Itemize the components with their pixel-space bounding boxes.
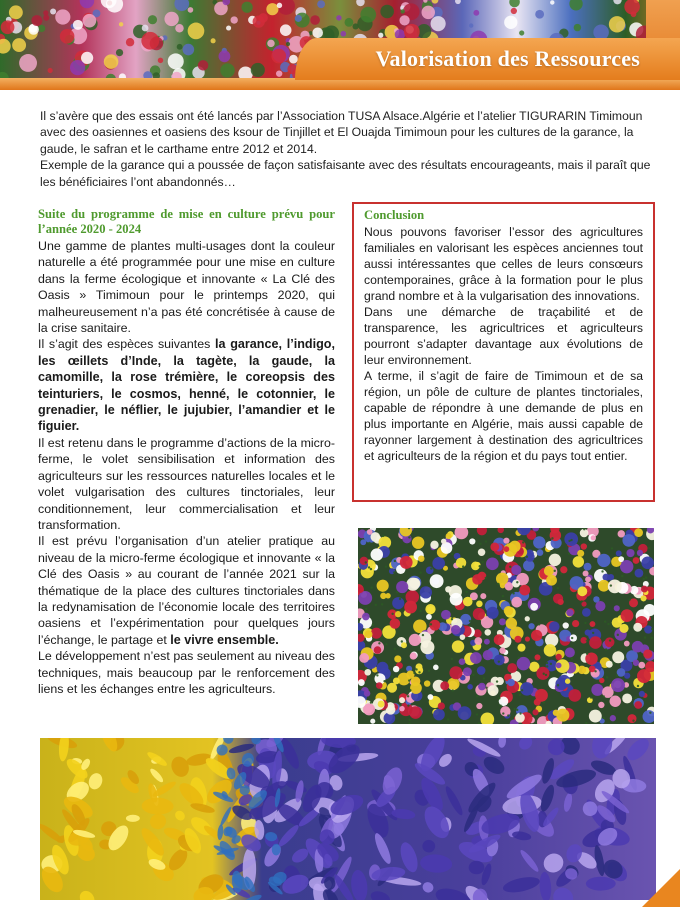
- intro-text: [40, 108, 660, 190]
- conclusion-paragraph-1: Nous pouvons favoriser l’essor des agricultures familiales en valorisant les espèces anciennes tout aussi intéressantes que celles de leurs consœurs contemporaines, grâce à la formation pour le plus grand nombre et à la vulgarisation des innovations.: [364, 225, 643, 303]
- species-intro: Il s’agit des espèces suivantes: [38, 337, 215, 352]
- orange-corner: [642, 869, 680, 907]
- dried-flowers-photo: [40, 738, 656, 900]
- vivre-ensemble: le vivre ensemble.: [170, 632, 279, 647]
- conclusion-paragraph-3: A terme, il s’agit de faire de Timimoun et de sa région, un pôle de culture de plantes tinctoriales, capable de répondre à une demande de plus en plus importante en Algérie, mais aussi capable de rayonner largement à destination des agricultrices et agriculteurs de la région et du pays tout entier.: [364, 369, 643, 463]
- header-banner: [0, 0, 680, 90]
- species-list: la garance, l’indigo, les œillets d’Inde, la tagète, la gaude, la camomille, la rose trémière, le coreopsis des teinturiers, le cosmos, henné, le cotonnier, le grenadier, le néflier, le jujubier, l’amandier et le figuier.: [38, 337, 335, 434]
- conclusion-box: [352, 202, 655, 502]
- flower-field-image: [358, 528, 654, 724]
- program-paragraph-5: Le développement n’est pas seulement au niveau des techniques, mais beaucoup par le renforcement des liens et les échanges entre les agriculteurs.: [38, 649, 335, 696]
- intro-paragraph-2: Exemple de la garance qui a poussée de façon satisfaisante avec des résultats encourageants, mais il paraît que les bénéficiaires l’ont abandonnés…: [40, 158, 651, 189]
- program-paragraph-3: Il est retenu dans le programme d’actions de la micro-ferme, le volet sensibilisation et information des agriculteurs sur les ressources naturelles locales et le volet vulgarisation des cultures tinctoriales, leur conditionnement, leur commercialisation et leur transformation.: [38, 435, 335, 532]
- dried-flowers-image: [40, 738, 656, 900]
- intro-paragraph-1: Il s’avère que des essais ont été lancés par l’Association TUSA Alsace.Algérie et l’atelier TIGURARIN Timimoun avec des oasiennes et oasiens des ksour de Tinjillet et El Ouajda Timimoun pour les cultures de la garance, la gaude, le safran et le carthame entre 2012 et 2014.: [40, 109, 643, 156]
- program-section: [38, 207, 335, 697]
- conclusion-paragraph-2: Dans une démarche de traçabilité et de transparence, les agricultrices et agriculteurs pourront s’adapter davantage aux évolutions de leur environnement.: [364, 305, 643, 367]
- workshop-text: Il est prévu l’organisation d’un atelier pratique au niveau de la micro-ferme écologique et innovante « la Clé des Oasis » au courant de l’année 2021 sur la thématique de la place des cultures tinctoriales dans la redynamisation de l’économie locale des territoires oasiens et l’expérimentation pour quelques jours l’échange, le partage et: [38, 534, 335, 647]
- program-paragraph-2: [38, 336, 335, 434]
- program-paragraph-4: [38, 533, 335, 648]
- program-heading: Suite du programme de mise en culture prévu pour l’année 2020 - 2024: [38, 207, 335, 236]
- page-title: Valorisation des Ressources: [375, 46, 640, 71]
- flower-field-photo: [358, 528, 654, 724]
- program-paragraph-1: Une gamme de plantes multi-usages dont la couleur naturelle a été programmée pour une mise en culture dans la ferme écologique et innovante « La Clé des Oasis » Timimoun pour le printemps 2020, qui malheureusement n’a pas été concrétisée à cause de la crise sanitaire.: [38, 239, 335, 336]
- conclusion-heading: Conclusion: [364, 208, 425, 222]
